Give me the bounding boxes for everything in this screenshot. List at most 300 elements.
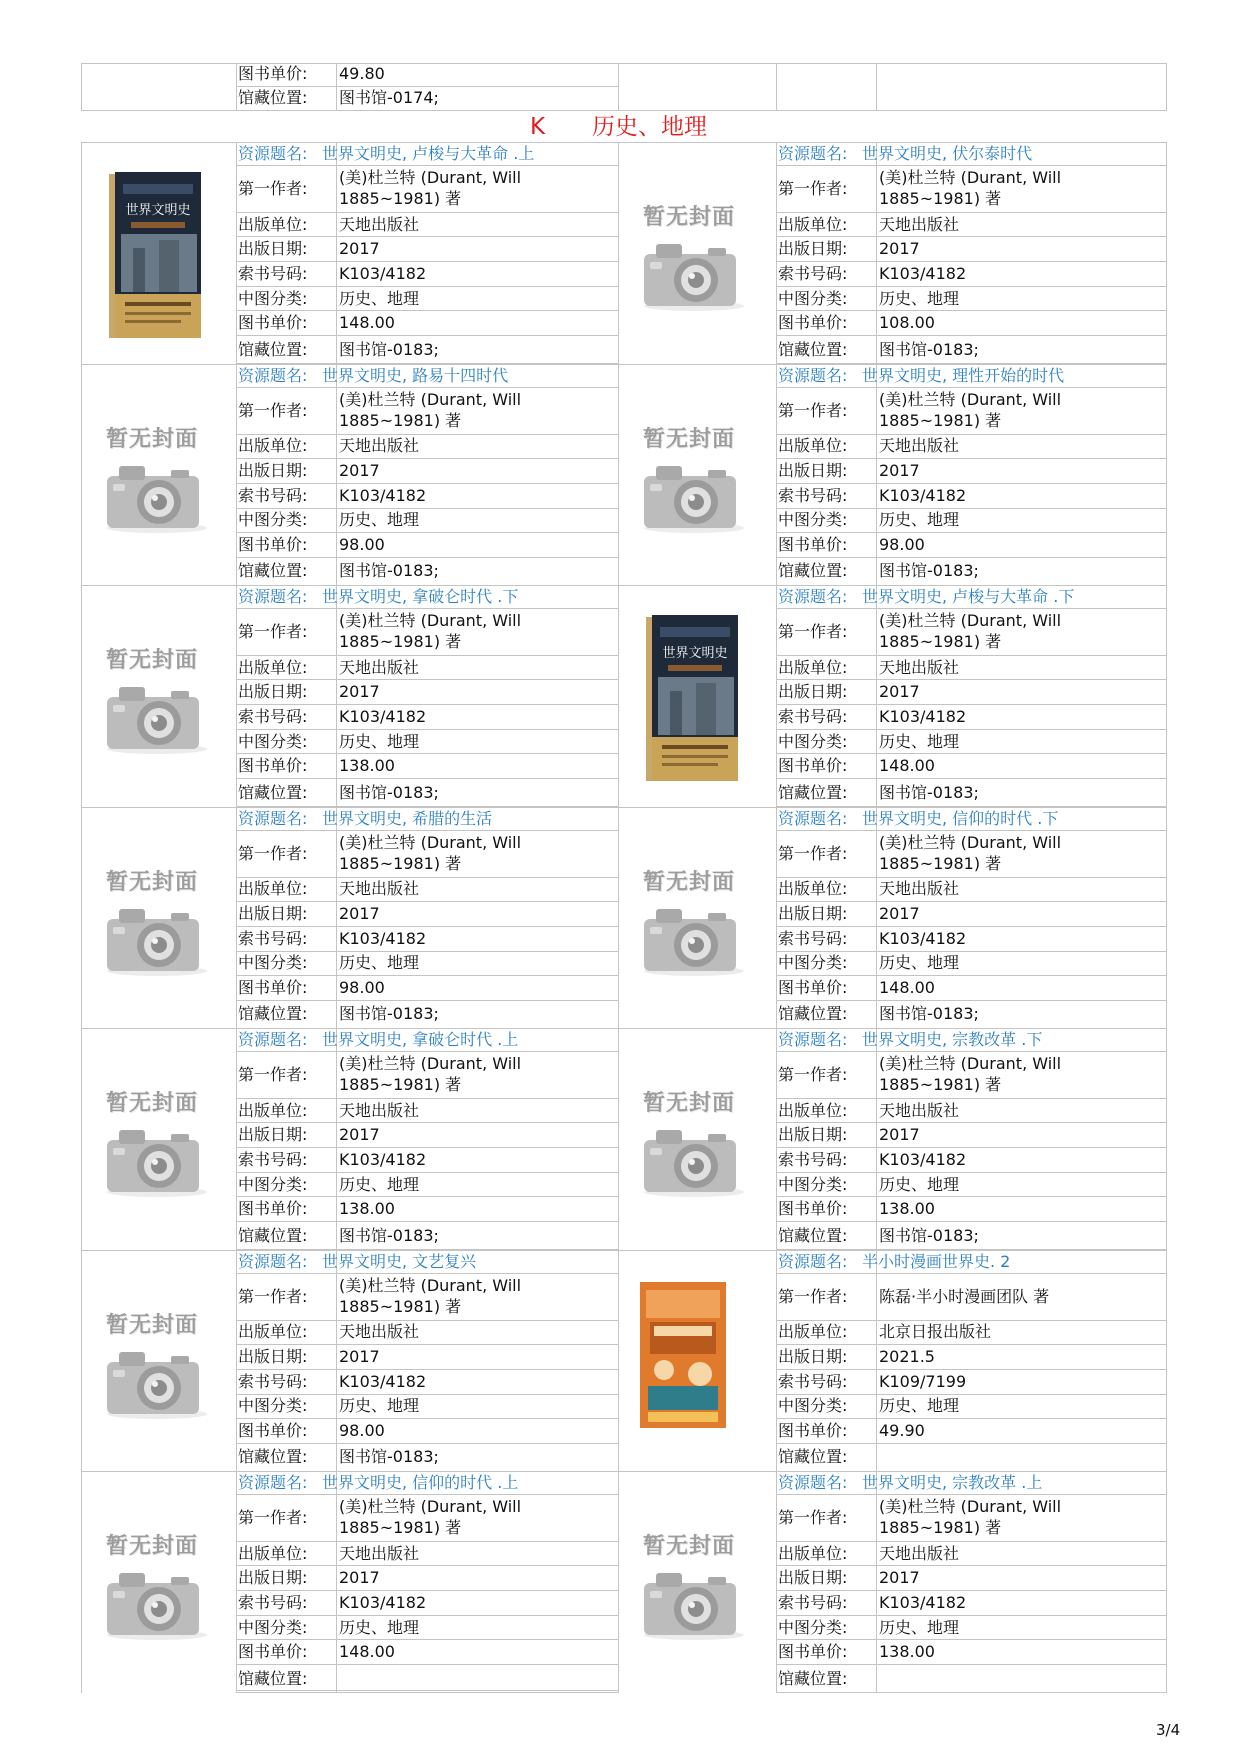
field-label-title: 资源题名: <box>238 809 308 828</box>
field-label-price: 图书单价: <box>238 313 308 332</box>
grid-line <box>336 1471 337 1693</box>
grid-line <box>236 679 618 680</box>
camera-icon <box>642 238 746 312</box>
grid-line <box>336 585 337 807</box>
camera-icon <box>642 1124 746 1198</box>
grid-line <box>236 364 237 586</box>
field-label-price: 图书单价: <box>238 1642 308 1661</box>
book-location: 图书馆-0183; <box>339 783 439 802</box>
grid-line <box>776 165 1166 166</box>
field-label-date: 出版日期: <box>778 239 848 258</box>
author-line-2: 1885~1981) 著 <box>339 854 462 873</box>
field-label-price: 图书单价: <box>238 535 308 554</box>
book-location: 图书馆-0183; <box>339 1226 439 1245</box>
author-line-2: 1885~1981) 著 <box>879 854 1002 873</box>
book-price: 138.00 <box>339 756 395 775</box>
author-line-2: 1885~1981) 著 <box>339 1518 462 1537</box>
grid-line <box>776 483 1166 484</box>
field-label-date: 出版日期: <box>778 1347 848 1366</box>
grid-line <box>1166 1471 1167 1693</box>
field-label-price: 图书单价: <box>778 1421 848 1440</box>
grid-line <box>776 1418 1166 1419</box>
author-line-2: 1885~1981) 著 <box>339 632 462 651</box>
book-title: 世界文明史, 宗教改革 .下 <box>862 1030 1043 1049</box>
grid-line <box>776 1196 1166 1197</box>
book-callno: K103/4182 <box>879 1150 967 1169</box>
grid-line <box>876 807 877 1029</box>
grid-line <box>236 1590 618 1591</box>
field-label-category: 中图分类: <box>238 1396 308 1415</box>
field-label-callno: 索书号码: <box>238 929 308 948</box>
grid-line <box>236 1471 237 1693</box>
grid-line <box>236 286 618 287</box>
grid-line <box>336 1250 337 1472</box>
field-label-callno: 索书号码: <box>238 1150 308 1169</box>
no-cover-text: 暂无封面 <box>642 205 735 230</box>
field-label-location: 馆藏位置: <box>238 1004 308 1023</box>
field-label-author: 第一作者: <box>238 1287 308 1306</box>
field-label-date: 出版日期: <box>778 1568 848 1587</box>
grid-line <box>336 1028 337 1250</box>
field-label-publisher: 出版单位: <box>778 1101 848 1120</box>
grid-line <box>776 236 1166 237</box>
book-title: 世界文明史, 伏尔泰时代 <box>862 144 1033 163</box>
no-cover-text: 暂无封面 <box>105 427 198 452</box>
grid-line <box>81 63 82 110</box>
field-label-publisher: 出版单位: <box>238 215 308 234</box>
grid-line <box>776 1344 1166 1345</box>
grid-line <box>618 1250 619 1472</box>
book-location: 图书馆-0183; <box>339 561 439 580</box>
grid-line <box>236 951 618 952</box>
svg-text:世界文明史: 世界文明史 <box>125 203 191 218</box>
grid-line <box>876 63 877 110</box>
field-label-price: 图书单价: <box>778 1199 848 1218</box>
field-label-author: 第一作者: <box>238 1065 308 1084</box>
grid-line <box>876 1471 877 1693</box>
svg-text:世界文明史: 世界文明史 <box>662 646 728 661</box>
book-category: 历史、地理 <box>339 1175 420 1194</box>
book-date: 2017 <box>339 904 380 923</box>
book-publisher: 天地出版社 <box>339 215 420 234</box>
book-publisher: 天地出版社 <box>339 1101 420 1120</box>
field-label-title: 资源题名: <box>238 366 308 385</box>
field-label-category: 中图分类: <box>778 732 848 751</box>
no-cover-placeholder <box>634 422 744 538</box>
book-callno: K103/4182 <box>339 707 427 726</box>
field-label-title: 资源题名: <box>238 1473 308 1492</box>
field-label-callno: 索书号码: <box>238 264 308 283</box>
grid-line <box>776 1098 1166 1099</box>
book-publisher: 天地出版社 <box>339 879 420 898</box>
book-date: 2017 <box>339 682 380 701</box>
field-label-date: 出版日期: <box>778 904 848 923</box>
grid-line <box>876 585 877 807</box>
grid-line <box>236 1028 237 1250</box>
grid-line <box>618 1250 1166 1251</box>
field-label-callno: 索书号码: <box>238 1372 308 1391</box>
no-cover-text: 暂无封面 <box>642 870 735 895</box>
field-label-location: 馆藏位置: <box>238 783 308 802</box>
grid-line <box>1166 63 1167 110</box>
author-line-2: 1885~1981) 著 <box>879 411 1002 430</box>
grid-line <box>776 608 1166 609</box>
book-callno: K103/4182 <box>879 264 967 283</box>
book-publisher: 天地出版社 <box>879 1544 960 1563</box>
book-date: 2017 <box>339 239 380 258</box>
grid-line <box>1166 364 1167 586</box>
grid-line <box>776 1639 1166 1640</box>
grid-line <box>776 310 1166 311</box>
grid-line <box>776 1221 1166 1222</box>
grid-line <box>236 1664 618 1665</box>
grid-line <box>236 1196 618 1197</box>
grid-line <box>776 142 777 364</box>
book-price: 148.00 <box>879 978 935 997</box>
grid-line <box>236 830 618 831</box>
book-title: 世界文明史, 文艺复兴 <box>322 1252 477 1271</box>
field-label-author: 第一作者: <box>238 844 308 863</box>
grid-line <box>236 212 618 213</box>
field-label-price: 图书单价: <box>778 756 848 775</box>
author-line-2: 1885~1981) 著 <box>339 189 462 208</box>
camera-icon <box>105 1124 209 1198</box>
no-cover-placeholder <box>634 1529 744 1645</box>
grid-line <box>236 1344 618 1345</box>
top-location-value: 图书馆-0174; <box>339 88 439 107</box>
field-label-location: 馆藏位置: <box>238 561 308 580</box>
book-title: 世界文明史, 路易十四时代 <box>322 366 509 385</box>
grid-line <box>336 364 337 586</box>
field-label-author: 第一作者: <box>778 1287 848 1306</box>
grid-line <box>618 142 619 364</box>
book-category: 历史、地理 <box>879 1175 960 1194</box>
book-publisher: 天地出版社 <box>879 1101 960 1120</box>
field-label-location: 馆藏位置: <box>778 783 848 802</box>
no-cover-text: 暂无封面 <box>105 870 198 895</box>
grid-line <box>236 975 618 976</box>
field-label-date: 出版日期: <box>238 1568 308 1587</box>
no-cover-placeholder <box>97 643 207 759</box>
field-label-category: 中图分类: <box>778 953 848 972</box>
grid-line <box>236 1000 618 1001</box>
field-label-publisher: 出版单位: <box>778 1322 848 1341</box>
grid-line <box>776 458 1166 459</box>
grid-line <box>236 926 618 927</box>
grid-line <box>776 63 777 110</box>
grid-line <box>236 86 618 87</box>
grid-line <box>618 1471 1166 1472</box>
author-line-1: (美)杜兰特 (Durant, Will <box>339 833 522 852</box>
book-publisher: 北京日报出版社 <box>879 1322 992 1341</box>
grid-line <box>776 1147 1166 1148</box>
book-date: 2017 <box>879 239 920 258</box>
field-label-location: 馆藏位置: <box>238 340 308 359</box>
author-line-1: (美)杜兰特 (Durant, Will <box>339 1276 522 1295</box>
book-price: 108.00 <box>879 313 935 332</box>
book-price: 148.00 <box>879 756 935 775</box>
grid-line <box>776 1028 777 1250</box>
grid-line <box>236 1443 618 1444</box>
grid-line <box>236 753 618 754</box>
grid-line <box>618 807 1166 808</box>
book-category: 历史、地理 <box>879 289 960 308</box>
field-label-author: 第一作者: <box>778 1508 848 1527</box>
grid-line <box>776 1394 1166 1395</box>
grid-line <box>236 1221 618 1222</box>
camera-icon <box>105 1346 209 1420</box>
book-price: 138.00 <box>339 1199 395 1218</box>
camera-icon <box>105 681 209 755</box>
book-location: 图书馆-0183; <box>879 1004 979 1023</box>
field-label-title: 资源题名: <box>238 587 308 606</box>
field-label-location: 馆藏位置: <box>778 1226 848 1245</box>
book-price: 98.00 <box>339 978 385 997</box>
field-label-price: 图书单价: <box>778 313 848 332</box>
grid-line <box>776 261 1166 262</box>
book-publisher: 天地出版社 <box>339 436 420 455</box>
book-publisher: 天地出版社 <box>879 879 960 898</box>
field-label-location: 馆藏位置: <box>778 1669 848 1688</box>
book-category: 历史、地理 <box>339 510 420 529</box>
field-label-publisher: 出版单位: <box>238 658 308 677</box>
top-price-label: 图书单价: <box>238 64 308 83</box>
grid-line <box>81 364 82 586</box>
grid-line <box>81 1250 82 1472</box>
field-label-date: 出版日期: <box>238 682 308 701</box>
grid-line <box>236 608 618 609</box>
grid-line <box>1166 807 1167 1029</box>
field-label-category: 中图分类: <box>238 289 308 308</box>
field-label-price: 图书单价: <box>238 1421 308 1440</box>
grid-line <box>236 1172 618 1173</box>
book-callno: K103/4182 <box>879 1593 967 1612</box>
no-cover-placeholder <box>634 200 744 316</box>
grid-line <box>236 1098 618 1099</box>
field-label-publisher: 出版单位: <box>778 1544 848 1563</box>
book-location: 图书馆-0183; <box>879 1226 979 1245</box>
grid-line <box>236 165 618 166</box>
author-line-2: 1885~1981) 著 <box>339 411 462 430</box>
grid-line <box>236 63 237 110</box>
book-date: 2017 <box>879 682 920 701</box>
grid-line <box>81 142 618 143</box>
grid-line <box>236 387 618 388</box>
field-label-category: 中图分类: <box>778 1175 848 1194</box>
book-callno: K103/4182 <box>879 707 967 726</box>
grid-line <box>81 807 618 808</box>
grid-line <box>776 557 1166 558</box>
grid-line <box>236 1394 618 1395</box>
grid-line <box>776 1494 1166 1495</box>
grid-line <box>236 458 618 459</box>
grid-line <box>81 1471 618 1472</box>
field-label-location: 馆藏位置: <box>238 1447 308 1466</box>
book-category: 历史、地理 <box>879 732 960 751</box>
grid-line <box>776 975 1166 976</box>
field-label-publisher: 出版单位: <box>238 1101 308 1120</box>
grid-line <box>776 926 1166 927</box>
grid-line <box>236 1320 618 1321</box>
grid-line <box>236 1615 618 1616</box>
field-label-category: 中图分类: <box>238 953 308 972</box>
grid-line <box>776 1000 1166 1001</box>
book-category: 历史、地理 <box>879 1618 960 1637</box>
book-title: 世界文明史, 理性开始的时代 <box>862 366 1065 385</box>
grid-line <box>236 1250 237 1472</box>
field-label-price: 图书单价: <box>238 756 308 775</box>
grid-line <box>336 142 337 364</box>
book-title: 世界文明史, 卢梭与大革命 .下 <box>862 587 1075 606</box>
book-publisher: 天地出版社 <box>879 215 960 234</box>
grid-line <box>236 1565 618 1566</box>
no-cover-placeholder <box>634 865 744 981</box>
grid-line <box>618 585 619 807</box>
field-label-title: 资源题名: <box>238 144 308 163</box>
field-label-date: 出版日期: <box>238 239 308 258</box>
comic-cover-image <box>640 1282 726 1432</box>
field-label-price: 图书单价: <box>238 1199 308 1218</box>
book-date: 2021.5 <box>879 1347 935 1366</box>
grid-line <box>618 1471 619 1693</box>
grid-line <box>776 951 1166 952</box>
field-label-location: 馆藏位置: <box>778 561 848 580</box>
grid-line <box>81 142 82 364</box>
field-label-category: 中图分类: <box>238 510 308 529</box>
book-publisher: 天地出版社 <box>339 1544 420 1563</box>
grid-line <box>776 1250 777 1472</box>
book-title: 世界文明史, 拿破仑时代 .下 <box>322 587 519 606</box>
grid-line <box>236 901 618 902</box>
author-line-2: 1885~1981) 著 <box>339 1297 462 1316</box>
grid-line <box>236 1369 618 1370</box>
field-label-category: 中图分类: <box>778 289 848 308</box>
grid-line <box>776 1692 1166 1693</box>
grid-line <box>236 1690 618 1691</box>
field-label-author: 第一作者: <box>238 622 308 641</box>
author-line-1: (美)杜兰特 (Durant, Will <box>339 1054 522 1073</box>
page-number: 3/4 <box>1156 1721 1181 1739</box>
author-line-1: (美)杜兰特 (Durant, Will <box>879 390 1062 409</box>
grid-line <box>776 364 777 586</box>
grid-line <box>81 807 82 1029</box>
book-title: 世界文明史, 信仰的时代 .下 <box>862 809 1059 828</box>
grid-line <box>236 142 237 364</box>
camera-icon <box>105 460 209 534</box>
book-publisher: 天地出版社 <box>879 436 960 455</box>
field-label-title: 资源题名: <box>778 144 848 163</box>
field-label-location: 馆藏位置: <box>238 1669 308 1688</box>
grid-line <box>236 877 618 878</box>
grid-line <box>776 585 777 807</box>
author-line-1: 陈磊·半小时漫画团队 著 <box>879 1287 1050 1306</box>
grid-line <box>776 830 1166 831</box>
book-title: 世界文明史, 希腊的生活 <box>322 809 493 828</box>
field-label-title: 资源题名: <box>238 1030 308 1049</box>
book-title: 世界文明史, 信仰的时代 .上 <box>322 1473 519 1492</box>
grid-line <box>776 1664 1166 1665</box>
grid-line <box>776 1541 1166 1542</box>
book-date: 2017 <box>879 1125 920 1144</box>
author-line-1: (美)杜兰特 (Durant, Will <box>339 1497 522 1516</box>
book-callno: K103/4182 <box>339 264 427 283</box>
grid-line <box>81 1471 82 1693</box>
grid-line <box>876 142 877 364</box>
field-label-date: 出版日期: <box>238 461 308 480</box>
camera-icon <box>642 1567 746 1641</box>
field-label-author: 第一作者: <box>778 1065 848 1084</box>
grid-line <box>776 778 1166 779</box>
grid-line <box>776 532 1166 533</box>
book-category: 历史、地理 <box>339 953 420 972</box>
field-label-callno: 索书号码: <box>778 707 848 726</box>
grid-line <box>236 807 237 1029</box>
author-line-1: (美)杜兰特 (Durant, Will <box>339 168 522 187</box>
top-location-label: 馆藏位置: <box>238 88 308 107</box>
book-cover-image <box>640 613 740 787</box>
field-label-publisher: 出版单位: <box>778 215 848 234</box>
camera-icon <box>642 460 746 534</box>
grid-line <box>236 335 618 336</box>
grid-line <box>776 729 1166 730</box>
grid-line <box>236 434 618 435</box>
book-callno: K103/4182 <box>339 486 427 505</box>
grid-line <box>776 508 1166 509</box>
field-label-publisher: 出版单位: <box>778 658 848 677</box>
field-label-author: 第一作者: <box>778 844 848 863</box>
book-location: 图书馆-0183; <box>879 340 979 359</box>
book-publisher: 天地出版社 <box>339 658 420 677</box>
book-callno: K109/7199 <box>879 1372 967 1391</box>
book-callno: K103/4182 <box>879 929 967 948</box>
no-cover-placeholder <box>97 1086 207 1202</box>
book-callno: K103/4182 <box>339 1593 427 1612</box>
book-date: 2017 <box>339 1568 380 1587</box>
field-label-callno: 索书号码: <box>778 264 848 283</box>
grid-line <box>618 585 1166 586</box>
grid-line <box>776 877 1166 878</box>
grid-line <box>1166 1028 1167 1250</box>
author-line-2: 1885~1981) 著 <box>879 632 1002 651</box>
book-date: 2017 <box>339 1347 380 1366</box>
field-label-price: 图书单价: <box>778 535 848 554</box>
field-label-location: 馆藏位置: <box>238 1226 308 1245</box>
grid-line <box>776 901 1166 902</box>
no-cover-placeholder <box>97 865 207 981</box>
grid-line <box>236 1692 618 1693</box>
grid-line <box>236 778 618 779</box>
grid-line <box>776 1320 1166 1321</box>
field-label-location: 馆藏位置: <box>778 1447 848 1466</box>
grid-line <box>336 807 337 1029</box>
field-label-author: 第一作者: <box>778 622 848 641</box>
grid-line <box>236 1541 618 1542</box>
book-date: 2017 <box>879 461 920 480</box>
book-date: 2017 <box>339 461 380 480</box>
no-cover-placeholder <box>97 422 207 538</box>
author-line-1: (美)杜兰特 (Durant, Will <box>879 611 1062 630</box>
no-cover-text: 暂无封面 <box>105 1313 198 1338</box>
field-label-location: 馆藏位置: <box>778 340 848 359</box>
grid-line <box>876 1028 877 1250</box>
field-label-title: 资源题名: <box>778 587 848 606</box>
book-callno: K103/4182 <box>339 929 427 948</box>
camera-icon <box>642 903 746 977</box>
field-label-title: 资源题名: <box>778 1030 848 1049</box>
field-label-author: 第一作者: <box>238 179 308 198</box>
grid-line <box>236 236 618 237</box>
author-line-2: 1885~1981) 著 <box>339 1075 462 1094</box>
